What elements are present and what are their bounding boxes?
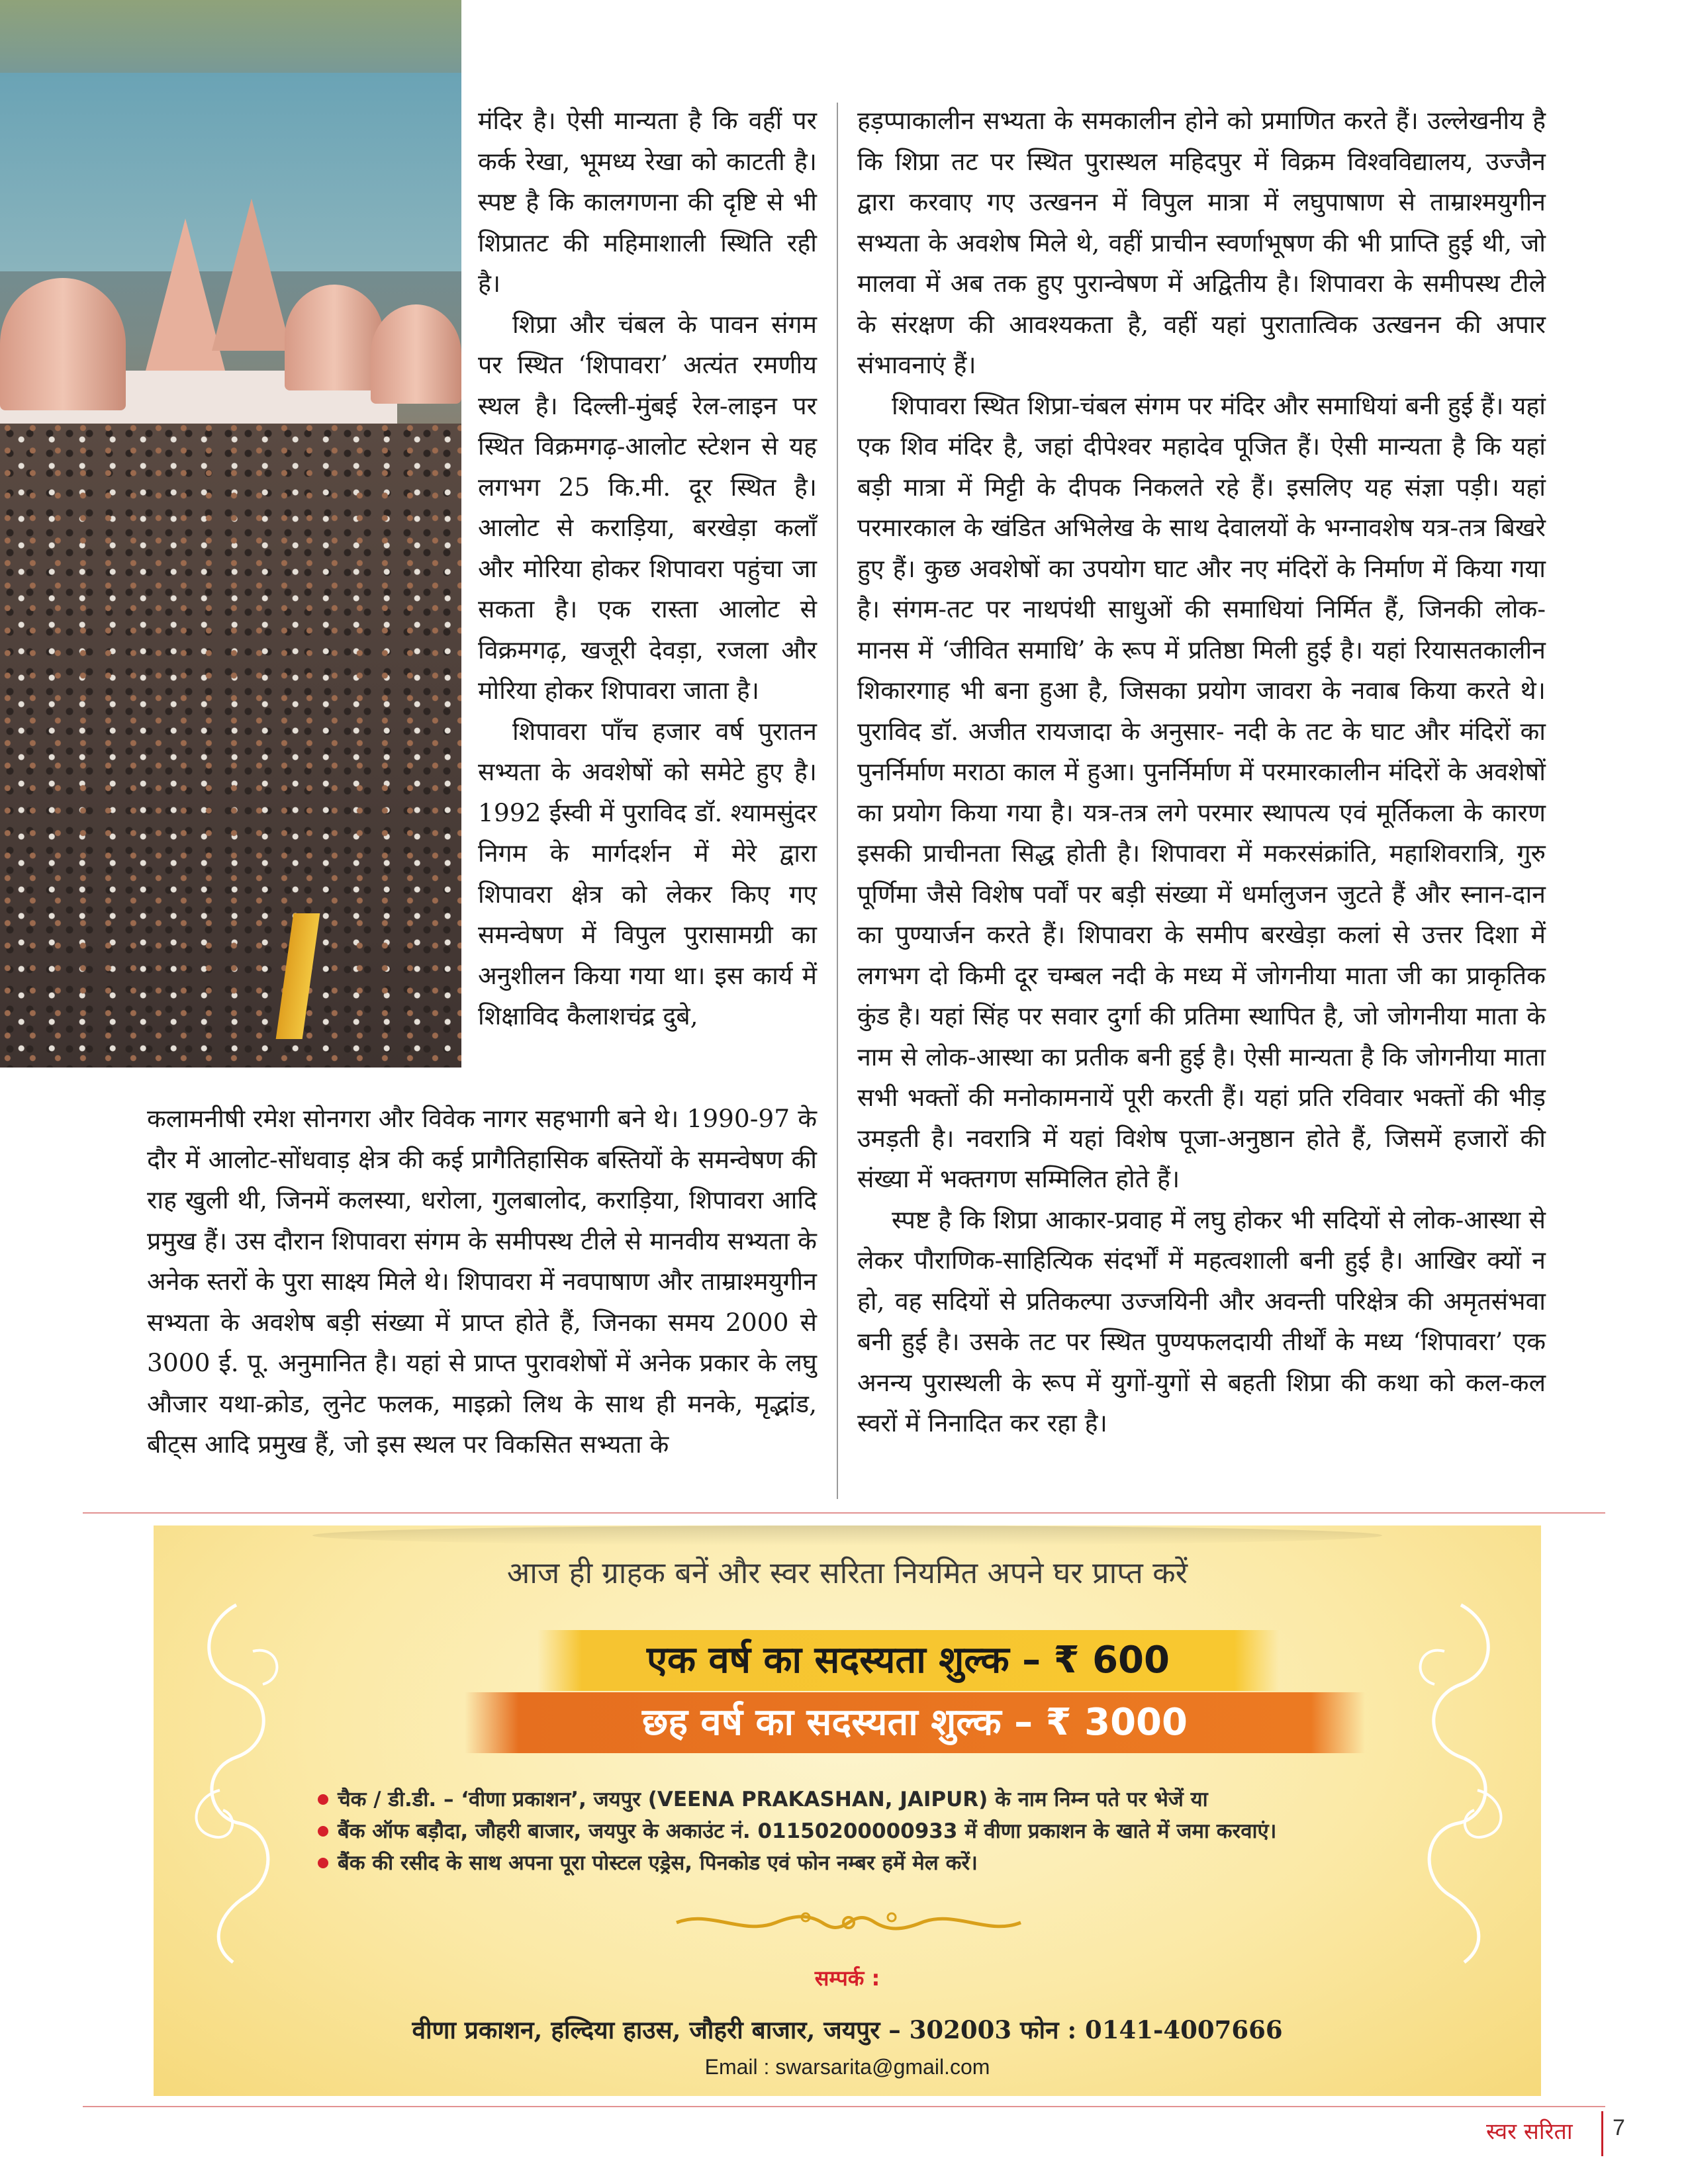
fee-one-year: एक वर्ष का सदस्यता शुल्क – ₹ 600 [538, 1630, 1279, 1691]
fee-six-year: छह वर्ष का सदस्यता शुल्क – ₹ 3000 [465, 1692, 1365, 1753]
crowd [0, 424, 461, 1068]
list-item: चैक / डी.डी. – ‘वीणा प्रकाशन’, जयपुर (VEENA PRAKASHAN, JAIPUR) के नाम निम्न पते पर भेजें या [318, 1784, 1276, 1815]
paragraph: कलामनीषी रमेश सोनगरा और विवेक नागर सहभागी बने थे। 1990-97 के दौर में आलोट-सोंधवाड़ क्षेत्र की कई प्रागैतिहासिक बस्तियों के समन्वेषण की राह खुली थी, जिनमें कलस्या, धरोला, गुलबालोद, कराड़िया, शिपावरा आदि प्रमुख हैं। उस दौरान शिपावरा संगम के समीपस्थ टीले से मानवीय सभ्यता के अनेक स्तरों के पुरा साक्ष्य मिले थे। शिपावरा में नवपाषाण और ताम्राश्मयुगीन सभ्यता के अवशेष बड़ी संख्या में प्राप्त होते हैं, जिनका समय 2000 से 3000 ई. पू. अनुमानित है। यहां से प्राप्त पुरावशेषों में अनेक प्रकार के लघु औजार यथा-क्रोड, लुनेट फलक, माइक्रो लिथ के साथ ही मनके, मृद्भांड, बीट्स आदि प्रमुख हैं, जो इस स्थल पर विकसित सभ्यता के [147, 1104, 817, 1459]
paragraph: मंदिर है। ऐसी मान्यता है कि वहीं पर कर्क रेखा, भूमध्य रेखा को काटती है। स्पष्ट है कि कालगणना की दृष्टि से भी शिप्रातट की महिमाशाली स्थिति रही है। [478, 106, 817, 298]
paragraph: स्पष्ट है कि शिप्रा आकार-प्रवाह में लघु होकर भी सदियों से लोक-आस्था से लेकर पौराणिक-साहित्यिक संदर्भों में महत्वशाली बनी हुई है। आखिर क्यों न हो, वह सदियों से प्रतिकल्पा उज्जयिनी और अवन्ती परिक्षेत्र की अमृतसंभवा बनी हुई है। उसके तट पर स्थित पुण्यफलदायी तीर्थों के मध्य ‘शिपावरा’ एक अनन्य पुरास्थली के रूप में युगों-युगों से बहती शिप्रा की कथा को कल-कल स्वरों में निनादित कर रहा है। [857, 1205, 1546, 1437]
paragraph: शिपावरा पाँच हजार वर्ष पुरातन सभ्यता के अवशेषों को समेटे हुए है। 1992 ईस्वी में पुराविद डॉ. श्यामसुंदर निगम के मार्गदर्शन में मेरे द्वारा शिपावरा क्षेत्र को लेकर किए गए समन्वेषण में विपुल पुरासामग्री का अनुशीलन किया गया था। इस कार्य में शिक्षाविद कैलाशचंद्र दुबे, [478, 716, 817, 1030]
contact-label: सम्पर्क : [814, 1966, 880, 1991]
footer-rule [83, 2106, 1605, 2107]
subscription-ad [154, 1525, 1541, 2096]
scroll-ornament-icon [180, 1598, 293, 1969]
scroll-ornament-icon [1405, 1598, 1517, 1969]
paragraph: शिपावरा स्थित शिप्रा-चंबल संगम पर मंदिर और समाधियां बनी हुई हैं। यहां एक शिव मंदिर है, जहां दीपेश्वर महादेव पूजित हैं। ऐसी मान्यता है कि यहां बड़ी मात्रा में मिट्टी के दीपक निकलते रहे हैं। इसलिए यह संज्ञा पड़ी। यहां परमारकाल के खंडित अभिलेख के साथ देवालयों के भग्नावशेष यत्र-तत्र बिखरे हुए हैं। कुछ अवशेषों का उपयोग घाट और नए मंदिरों के निर्माण में किया गया है। संगम-तट पर नाथपंथी साधुओं की समाधियां निर्मित हैं, जिनकी लोक-मानस में ‘जीवित समाधि’ के रूप में प्रतिष्ठा मिली हुई है। यहां रियासतकालीन शिकारगाह भी बना हुआ है, जिसका प्रयोग जावरा के नवाब किया करते थे। पुराविद डॉ. अजीत रायजादा के अनुसार- नदी के तट के घाट और मंदिरों का पुनर्निर्माण मराठा काल में हुआ। पुनर्निर्माण में परमारकालीन मंदिरों के अवशेषों का प्रयोग किया गया है। यत्र-तत्र लगे परमार स्थापत्य एवं मूर्तिकला के कारण इसकी प्राचीनता सिद्ध होती है। शिपावरा में मकरसंक्रांति, महाशिवरात्रि, गुरु पूर्णिमा जैसे विशेष पर्वों पर बड़ी संख्या में धर्मालुजन जुटते हैं और स्नान-दान का पुण्यार्जन करते हैं। शिपावरा के समीप बरखेड़ा कलां से उत्तर दिशा में लगभग दो किमी दूर चम्बल नदी के मध्य में जोगनीया माता जी का प्राकृतिक कुंड है। यहां सिंह पर सवार दुर्गा की प्रतिमा स्थापित है, जो जोगनीया माता के नाम से लोक-आस्था का प्रतीक बनी हुई है। ऐसी मान्यता है कि जोगनीया माता सभी भक्तों की मनोकामनायें पूरी करती हैं। यहां प्रति रविवार भक्तों की भीड़ उमड़ती है। नवरात्रि में यहां विशेष पूजा-अनुष्ठान होते हैं, जिसमें हजारों की संख्या में भक्तगण सम्मिलित होते हैं। [857, 390, 1546, 1193]
article-column-left-wide [147, 1099, 817, 1465]
column-divider [837, 103, 838, 1499]
article-column-left-narrow [478, 101, 817, 1037]
publisher-address: वीणा प्रकाशन, हल्दिया हाउस, जौहरी बाजार, जयपुर – 302003 फोन : 0141-4007666 [412, 2015, 1283, 2044]
magazine-name: स्वर सरिता [1486, 2118, 1573, 2145]
flourish-divider-icon [670, 1903, 1027, 1942]
list-item: बैंक ऑफ बड़ौदा, जौहरी बाजार, जयपुर के अकाउंट नं. 01150200000933 में वीणा प्रकाशन के खाते में जमा करवाएं। [318, 1815, 1276, 1847]
ghat-crowd-photo [0, 0, 461, 1068]
page-number: 7 [1613, 2115, 1625, 2140]
bullet-icon [318, 1858, 328, 1868]
bullet-icon [318, 1794, 328, 1805]
payment-instructions [318, 1784, 1276, 1879]
list-item: बैंक की रसीद के साथ अपना पूरा पोस्टल एड्रेस, पिनकोड एवं फोन नम्बर हमें मेल करें। [318, 1847, 1276, 1879]
article-column-right [857, 101, 1546, 1444]
ad-headline: आज ही ग्राहक बनें और स्वर सरिता नियमित अपने घर प्राप्त करें [506, 1555, 1188, 1590]
temple-dome [285, 285, 384, 390]
paragraph: हड़प्पाकालीन सभ्यता के समकालीन होने को प्रमाणित करते हैं। उल्लेखनीय है कि शिप्रा तट पर स्थित पुरास्थल महिदपुर में विक्रम विश्वविद्यालय, उज्जैन द्वारा करवाए गए उत्खनन में विपुल मात्रा में लघुपाषाण से ताम्राश्मयुगीन सभ्यता के अवशेष मिले थे, वहीं प्राचीन स्वर्णाभूषण की भी प्राप्ति हुई थी, जो मालवा में अब तक हुए पुरान्वेषण में अद्वितीय है। शिपावरा के समीपस्थ टीले के संरक्षण की आवश्यकता है, वहीं यहां पुरातात्विक उत्खनन की अपार संभावनाएं हैं। [857, 106, 1546, 379]
temple-dome [0, 278, 126, 410]
temple-dome [371, 304, 461, 404]
footer-separator [1601, 2111, 1603, 2156]
contact-email: Email : swarsarita@gmail.com [704, 2055, 990, 2079]
temple-spire [212, 199, 291, 351]
paragraph: शिप्रा और चंबल के पावन संगम पर स्थित ‘शिपावरा’ अत्यंत रमणीय स्थल है। दिल्ली-मुंबई रेल-लाइन पर स्थित विक्रमगढ़-आलोट स्टेशन से यह लगभग 25 कि.मी. दूर स्थित है। आलोट से कराड़िया, बरखेड़ा कलाँ और मोरिया होकर शिपावरा पहुंचा जा सकता है। एक रास्ता आलोट से विक्रमगढ़, खजूरी देवड़ा, रजला और मोरिया होकर शिपावरा जाता है। [478, 309, 817, 705]
bullet-icon [318, 1826, 328, 1837]
section-rule [83, 1512, 1605, 1514]
